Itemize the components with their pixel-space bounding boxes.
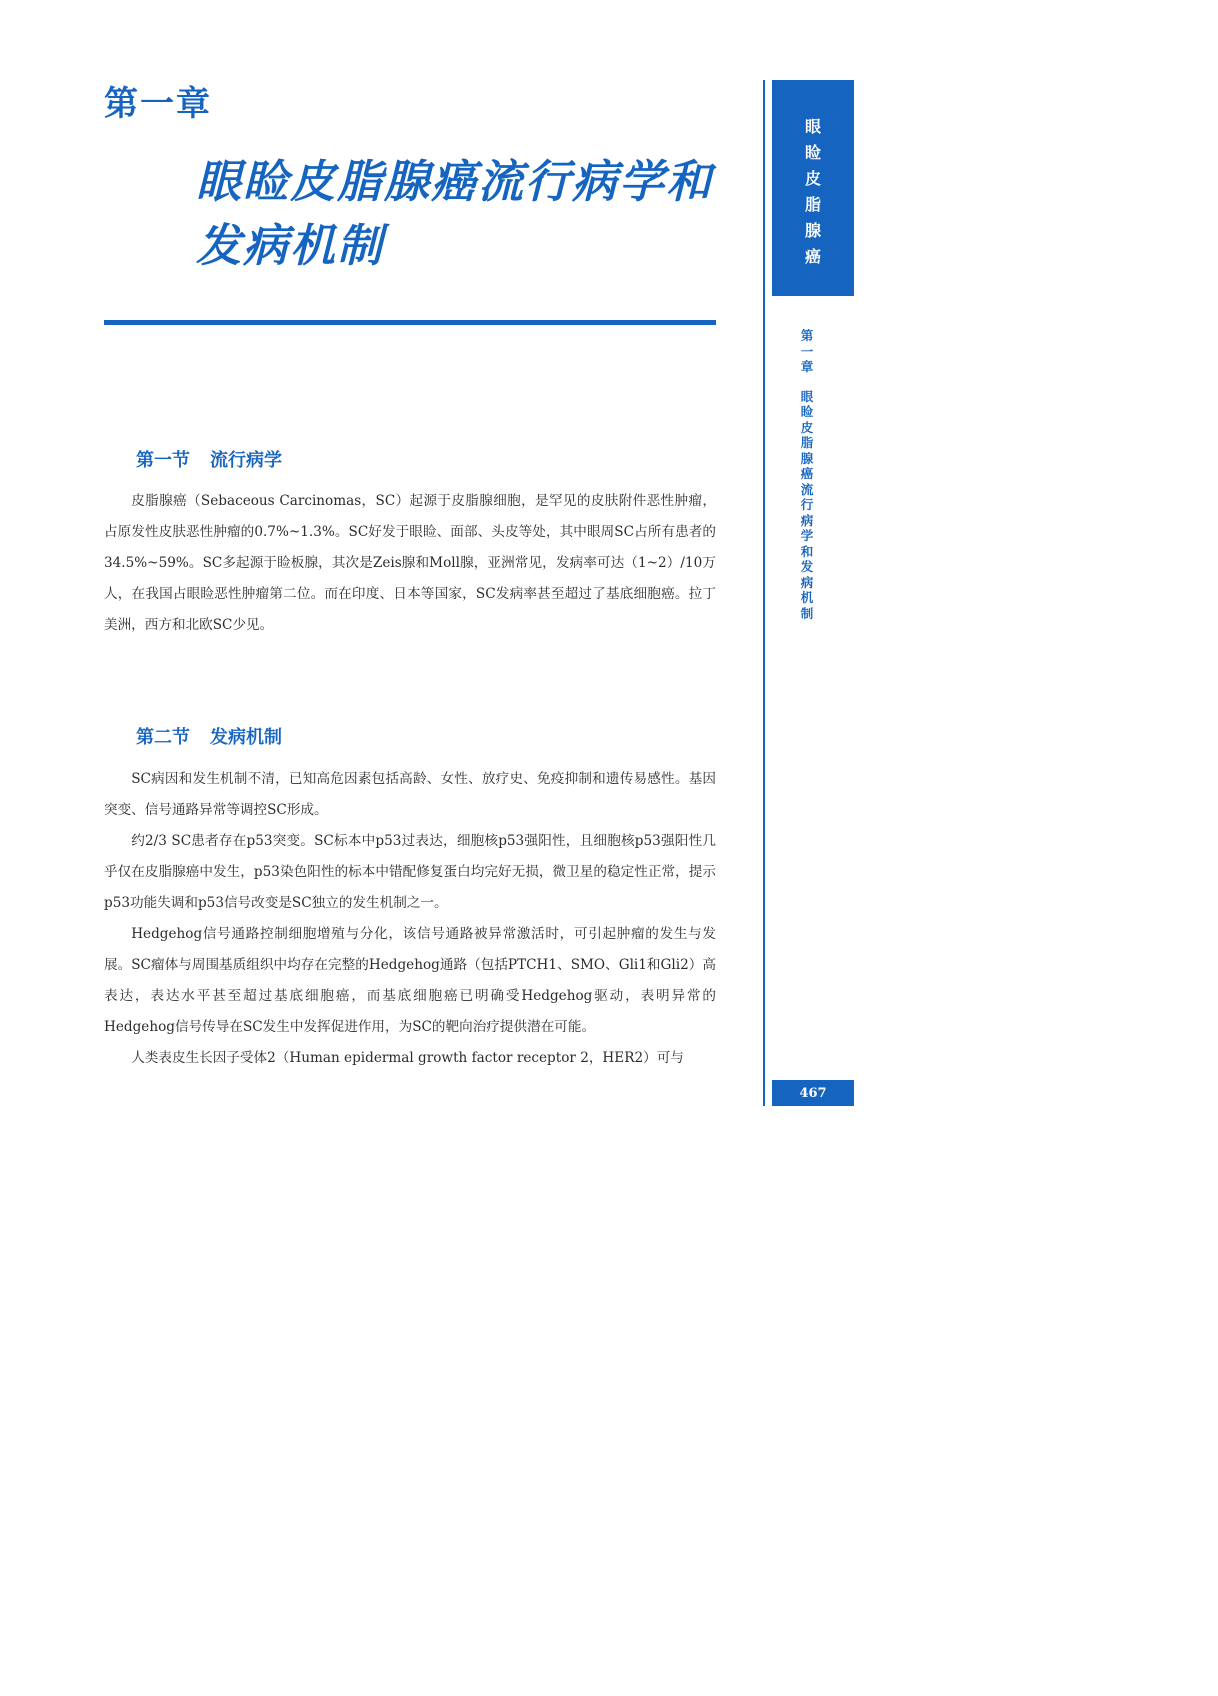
running-head-char: 发 [800, 559, 814, 574]
running-head-char: 第 [800, 328, 814, 343]
tab-char: 癌 [804, 247, 821, 266]
section-heading-1 [136, 446, 282, 472]
sidebar-tab [772, 80, 854, 296]
page-number: 467 [772, 1080, 854, 1106]
running-head-char: 学 [800, 528, 814, 543]
section-1-title: 流行病学 [210, 450, 282, 471]
tab-char: 皮 [804, 169, 821, 188]
running-head-char: 行 [800, 497, 814, 512]
section-2-number: 第二节 [136, 727, 190, 748]
running-head-char: 皮 [800, 419, 814, 435]
running-head-char: 眼 [800, 388, 814, 404]
page-title [196, 150, 736, 278]
paragraph: 皮脂腺癌（Sebaceous Carcinomas，SC）起源于皮脂腺细胞，是罕见的皮肤附件恶性肿瘤，占原发性皮肤恶性肿瘤的0.7%~1.3%。SC好发于眼睑、面部、头皮等处，其中眼周SC占所有患者的34.5%~59%。SC多起源于睑板腺，其次是Zeis腺和Moll腺，亚洲常见，发病率可达（1~2）/10万人，在我国占眼睑恶性肿瘤第二位。而在印度、日本等国家，SC发病率甚至超过了基底细胞癌。拉丁美洲，西方和北欧SC少见。 [104, 493, 716, 633]
paragraph: 约2/3 SC患者存在p53突变。SC标本中p53过表达，细胞核p53强阳性，且细胞核p53强阳性几乎仅在皮脂腺癌中发生，p53染色阳性的标本中错配修复蛋白均完好无损，微卫星的稳定性正常，提示p53功能失调和p53信号改变是SC独立的发生机制之一。 [104, 833, 716, 911]
section-1-number: 第一节 [136, 450, 190, 471]
title-line-2: 发病机制 [196, 219, 385, 272]
running-head-char: 流 [800, 481, 814, 497]
running-head-char: 一 [800, 343, 814, 359]
title-rule [104, 320, 716, 325]
sidebar-rule [763, 80, 765, 1106]
running-head-char: 章 [800, 359, 814, 374]
section-1-body [104, 486, 716, 641]
paragraph: SC病因和发生机制不清，已知高危因素包括高龄、女性、放疗史、免疫抑制和遗传易感性。基因突变、信号通路异常等调控SC形成。 [104, 771, 716, 818]
running-head-char: 病 [800, 512, 814, 528]
running-head [795, 328, 819, 621]
paragraph: 人类表皮生长因子受体2（Human epidermal growth factor receptor 2，HER2）可与 [131, 1050, 684, 1066]
running-head-char: 制 [800, 605, 814, 621]
section-2-title: 发病机制 [210, 727, 282, 748]
running-head-char: 和 [800, 543, 814, 559]
chapter-label: 第一章 [104, 84, 212, 124]
title-line-1: 眼睑皮脂腺癌流行病学和 [196, 155, 714, 208]
section-2-body [104, 764, 716, 1074]
running-head-char: 癌 [800, 466, 814, 481]
running-head-char: 脂 [800, 435, 814, 450]
running-head-char: 腺 [800, 450, 814, 466]
tab-char: 脂 [804, 195, 821, 214]
running-head-char: 机 [800, 590, 814, 605]
tab-char: 眼 [804, 117, 821, 136]
running-head-char: 睑 [800, 404, 814, 419]
tab-char: 睑 [804, 143, 821, 162]
running-head-gap [795, 375, 819, 389]
running-head-char: 病 [800, 574, 814, 590]
paragraph: Hedgehog信号通路控制细胞增殖与分化，该信号通路被异常激活时，可引起肿瘤的发生与发展。SC瘤体与周围基质组织中均存在完整的Hedgehog通路（包括PTCH1、SMO、Gli1和Gli2）高表达，表达水平甚至超过基底细胞癌，而基底细胞癌已明确受Hedgehog驱动，表明异常的Hedgehog信号传导在SC发生中发挥促进作用，为SC的靶向治疗提供潜在可能。 [104, 926, 716, 1035]
tab-char: 腺 [804, 221, 821, 240]
section-heading-2 [136, 723, 282, 749]
